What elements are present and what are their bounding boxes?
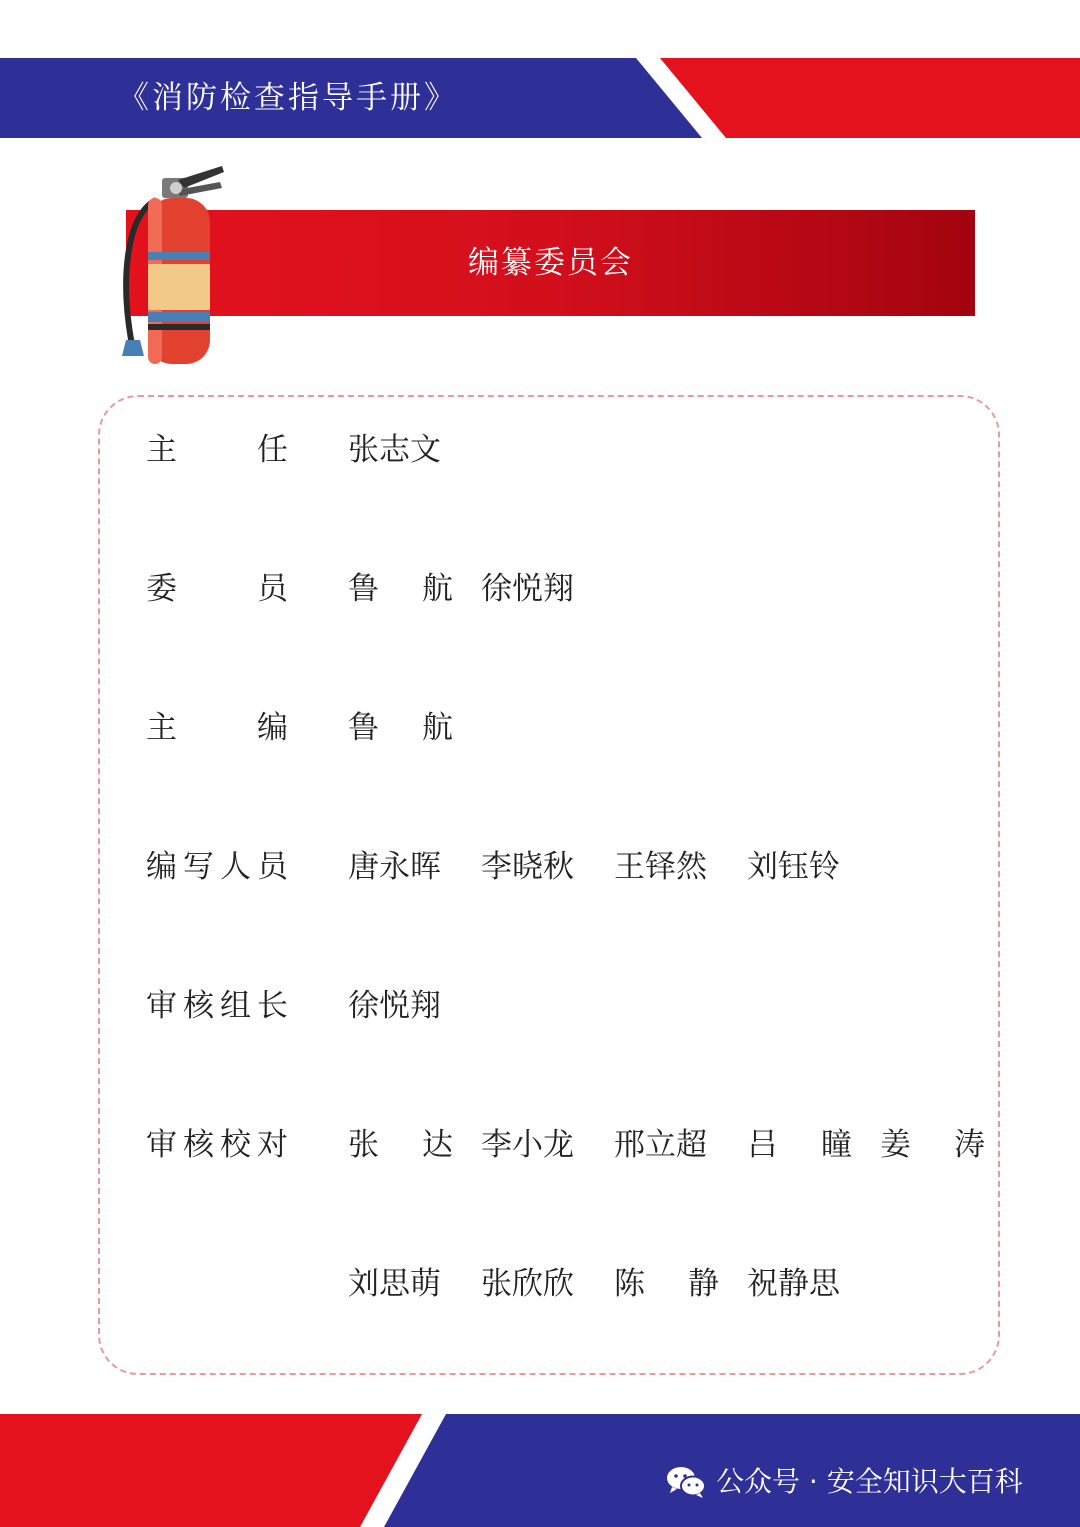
member-name: 李小龙 <box>481 1127 574 1163</box>
fire-extinguisher-icon <box>118 160 238 370</box>
member-name: 祝静思 <box>747 1266 840 1302</box>
proofreaders-names-line-2 <box>348 1262 852 1306</box>
member-name: 王铎然 <box>614 849 707 885</box>
wechat-icon <box>666 1465 706 1499</box>
member-name: 李晓秋 <box>481 849 574 885</box>
review-lead-names <box>348 984 481 1028</box>
member-name: 鲁 航 <box>348 571 453 607</box>
role-label-director: 主 任 <box>146 432 288 468</box>
member-name: 张志文 <box>348 432 441 468</box>
member-name: 唐永晖 <box>348 849 441 885</box>
proofreaders-names-line-1 <box>348 1123 985 1167</box>
top-banner <box>0 0 1080 150</box>
book-title: 《消防检查指导手册》 <box>118 80 458 116</box>
member-name: 邢立超 <box>614 1127 707 1163</box>
role-label-writers: 编 写 人 员 <box>146 849 288 885</box>
member-name: 姜 涛 <box>880 1127 985 1163</box>
writers-names <box>348 845 852 889</box>
member-name: 徐悦翔 <box>481 571 574 607</box>
member-name: 吕 瞳 <box>747 1127 852 1163</box>
member-name: 陈 静 <box>614 1266 719 1302</box>
role-label-chief-editor: 主 编 <box>146 710 288 746</box>
role-label-members: 委 员 <box>146 571 288 607</box>
chief-editor-names <box>348 706 481 750</box>
role-label-review-lead: 审 核 组 长 <box>146 988 288 1024</box>
member-name: 徐悦翔 <box>348 988 441 1024</box>
member-name: 刘思萌 <box>348 1266 441 1302</box>
member-name: 张 达 <box>348 1127 453 1163</box>
members-names <box>348 567 614 611</box>
section-title: 编纂委员会 <box>468 245 633 281</box>
footer-account-text: 公众号 · 安全知识大百科 <box>716 1465 1023 1498</box>
member-name: 张欣欣 <box>481 1266 574 1302</box>
member-name: 鲁 航 <box>348 710 453 746</box>
role-label-proofreaders: 审 核 校 对 <box>146 1127 288 1163</box>
director-names <box>348 428 481 472</box>
member-name: 刘钰铃 <box>747 849 840 885</box>
